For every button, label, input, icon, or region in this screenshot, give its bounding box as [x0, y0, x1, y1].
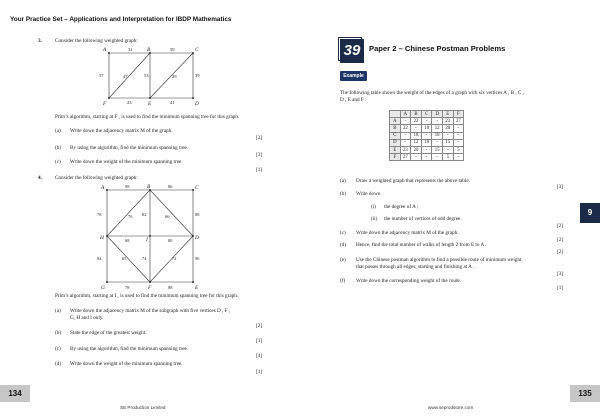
table-cell: -	[432, 139, 443, 146]
q4-marks: [2]	[256, 323, 263, 329]
example-intro: The following table shows the weight of the edges of a graph with six vertices A , B , C ,	[340, 90, 524, 96]
table-cell: E	[390, 146, 401, 153]
example-part-label: (e)	[340, 257, 346, 263]
q4-part-label: (d)	[55, 361, 62, 367]
q3-part-text: Write down the adjacency matrix M of the graph.	[70, 128, 173, 134]
example-marks: [2]	[557, 237, 564, 243]
table-cell: 20	[442, 125, 453, 132]
table-row	[390, 125, 464, 132]
q4-part-text: Write down the weight of the minimum spanning tree.	[70, 361, 183, 367]
left-page-number: 134	[0, 385, 30, 402]
table-header-row	[390, 111, 464, 118]
chapter-title: Paper 2 – Chinese Postman Problems	[369, 44, 506, 53]
right-page-number: 135	[570, 385, 600, 402]
example-subpart-text: the degree of A ;	[384, 204, 419, 210]
q4-vertex: B	[147, 184, 151, 190]
example-marks: [2]	[557, 223, 564, 229]
table-cell: -	[411, 154, 422, 161]
table-row	[390, 118, 464, 125]
example-subpart-text: the number of vertices of odd degree.	[384, 216, 462, 222]
q4-weighted-graph	[95, 182, 215, 290]
example-part-text: Write down the corresponding weight of the route.	[356, 278, 461, 284]
table-cell: A	[400, 111, 411, 118]
q4-edge-weight: 68	[125, 238, 130, 243]
table-cell: 23	[400, 146, 411, 153]
table-cell: 18	[421, 139, 432, 146]
q4-edge-weight: 74	[142, 256, 147, 261]
example-part-text-cont: that passes through all edges, starting and finishing at A .	[356, 264, 475, 270]
table-cell: 27	[453, 118, 464, 125]
table-cell: C	[390, 132, 401, 139]
q4-edge-weight: 65	[122, 256, 127, 261]
q3-edge-weight: 41	[170, 100, 175, 105]
q4-prompt: Consider the following weighted graph:	[55, 175, 138, 181]
table-cell: 20	[411, 146, 422, 153]
q4-vertex: H	[100, 235, 104, 241]
q3-edge-weight: 59	[170, 47, 175, 52]
table-cell: -	[421, 118, 432, 125]
table-cell: C	[421, 111, 432, 118]
table-cell: -	[400, 118, 411, 125]
q3-intro: Prim’s algorithm, starting at F , is used to find the minimum spanning tree for this graph.	[55, 114, 240, 120]
example-subpart-label: (i)	[371, 204, 376, 210]
example-part-text: Draw a weighted graph that represents the above table.	[356, 178, 470, 184]
chapter-side-tab[interactable]: 9	[580, 203, 600, 223]
q4-edge-weight: 66	[165, 214, 170, 219]
table-cell: -	[453, 125, 464, 132]
q4-edge-weight: 86	[168, 184, 173, 189]
q4-part-text: Write down the adjacency matrix M of the subgraph with five vertices D , F ,	[70, 308, 231, 314]
q3-edge-weight: 29	[172, 74, 177, 79]
q3-part-text: Write down the weight of the minimum spanning tree.	[70, 159, 183, 165]
q4-marks: [4]	[256, 353, 263, 359]
table-cell: F	[390, 154, 401, 161]
q3-edge-weight: 53	[144, 73, 149, 78]
q3-vertex: A	[103, 47, 107, 53]
example-subpart-label: (ii)	[371, 216, 378, 222]
table-cell: -	[453, 139, 464, 146]
q4-vertex: D	[195, 235, 199, 241]
table-cell: 18	[411, 132, 422, 139]
example-marks: [2]	[557, 249, 564, 255]
table-cell: 23	[442, 118, 453, 125]
q4-marks: [1]	[256, 369, 263, 375]
table-row	[390, 154, 464, 161]
publisher-name: SE Production Limited	[120, 405, 166, 410]
q4-marks: [1]	[256, 338, 263, 344]
table-row	[390, 132, 464, 139]
q4-edge-weight: 88	[195, 212, 200, 217]
q3-marks: [1]	[256, 167, 263, 173]
example-part-text: Use the Chinese postman algorithm to find a possible route of minimum weight	[356, 257, 522, 263]
example-marks: [1]	[557, 285, 564, 291]
example-part-label: (c)	[340, 230, 346, 236]
table-cell: 15	[432, 146, 443, 153]
q4-part-label: (c)	[55, 346, 61, 352]
q4-vertex: F	[148, 285, 152, 290]
q4-edge-weight: 80	[168, 238, 173, 243]
q4-vertex: G	[101, 285, 105, 290]
table-cell: 5	[442, 154, 453, 161]
table-row	[390, 146, 464, 153]
table-cell: F	[453, 111, 464, 118]
q4-vertex: C	[195, 185, 199, 191]
q3-vertex: F	[103, 101, 107, 107]
table-cell: -	[432, 118, 443, 125]
website[interactable]: www.seprodstore.com	[428, 405, 474, 410]
table-cell: B	[390, 125, 401, 132]
table-cell: A	[390, 118, 401, 125]
q4-vertex: I	[146, 237, 148, 243]
q3-vertex: E	[148, 101, 152, 107]
example-part-label: (b)	[340, 191, 347, 197]
q4-edge-weight: 96	[195, 256, 200, 261]
table-cell: 18	[421, 125, 432, 132]
example-part-label: (d)	[340, 242, 347, 248]
q4-part-label: (b)	[55, 330, 62, 336]
table-cell: 22	[400, 125, 411, 132]
example-marks: [3]	[557, 271, 564, 277]
q3-part-text: By using the algorithm, find the minimum spanning tree.	[70, 145, 189, 151]
q3-vertex: B	[147, 47, 151, 53]
table-cell: -	[421, 132, 432, 139]
q3-edge-weight: 31	[128, 47, 133, 52]
q3-part-label: (a)	[55, 128, 61, 134]
table-cell: B	[411, 111, 422, 118]
q4-part-text-cont: G, H and I only.	[70, 315, 104, 321]
q4-vertex: A	[101, 185, 105, 191]
table-cell: 15	[442, 139, 453, 146]
q3-vertex: D	[195, 101, 199, 107]
table-row	[390, 139, 464, 146]
table-cell: 27	[400, 154, 411, 161]
q4-edge-weight: 84	[97, 256, 102, 261]
q4-edge-weight: 98	[125, 184, 130, 189]
q4-part-label: (a)	[55, 308, 61, 314]
table-cell: 22	[411, 118, 422, 125]
table-cell: -	[442, 146, 453, 153]
table-cell: -	[432, 154, 443, 161]
q3-edge-weight: 57	[99, 73, 104, 78]
table-cell: 5	[453, 146, 464, 153]
table-cell: -	[400, 132, 411, 139]
q3-number: 3.	[38, 38, 42, 44]
q3-part-label: (c)	[55, 159, 61, 165]
table-cell: -	[411, 125, 422, 132]
example-part-label: (f)	[340, 278, 346, 284]
q3-edge-weight: 39	[195, 73, 200, 78]
table-cell: -	[400, 139, 411, 146]
table-cell: -	[453, 154, 464, 161]
q4-edge-weight: 82	[142, 212, 147, 217]
q3-edge-weight: 47	[123, 74, 128, 79]
table-cell	[390, 111, 401, 118]
q3-edge-weight: 23	[127, 100, 132, 105]
table-cell: D	[390, 139, 401, 146]
q4-edge-weight: 78	[125, 285, 130, 290]
q3-vertex: C	[195, 47, 199, 53]
table-cell: D	[432, 111, 443, 118]
q4-edge-weight: 76	[128, 214, 133, 219]
q3-prompt: Consider the following weighted graph:	[55, 38, 138, 44]
q4-vertex: E	[195, 285, 199, 290]
book-title: Your Practice Set – Applications and Interpretation for IBDP Mathematics	[10, 16, 232, 23]
q3-marks: [2]	[256, 135, 263, 141]
q4-intro: Prim’s algorithm, starting at I , is used to find the minimum spanning tree for this graph.	[55, 293, 239, 299]
example-intro-cont: D , E and F :	[340, 97, 367, 103]
table-cell: -	[453, 132, 464, 139]
table-cell: -	[421, 146, 432, 153]
example-label: Example	[340, 71, 367, 81]
example-part-text: Hence, find the total number of walks of length 2 from E to A .	[356, 242, 487, 248]
q4-edge-weight: 78	[97, 212, 102, 217]
example-part-text: Write down the adjacency matrix M of the graph.	[356, 230, 459, 236]
q4-edge-weight: 88	[168, 285, 173, 290]
example-marks: [3]	[557, 184, 564, 190]
table-cell: 12	[432, 125, 443, 132]
table-cell: E	[442, 111, 453, 118]
table-cell: -	[421, 154, 432, 161]
chapter-number-badge: 39	[340, 39, 364, 63]
q3-weighted-graph	[95, 45, 215, 107]
q4-part-text: By using the algorithm, find the minimum spanning tree.	[70, 346, 189, 352]
example-part-text: Write down	[356, 191, 381, 197]
q3-part-label: (b)	[55, 145, 62, 151]
q4-number: 4.	[38, 175, 42, 181]
edge-weight-table	[389, 110, 464, 161]
q4-edge-weight: 72	[172, 256, 177, 261]
q4-part-text: State the edge of the greatest weight.	[70, 330, 147, 336]
q3-marks: [3]	[256, 152, 263, 158]
example-part-label: (a)	[340, 178, 346, 184]
table-cell: 12	[411, 139, 422, 146]
table-cell: -	[442, 132, 453, 139]
table-cell: 18	[432, 132, 443, 139]
